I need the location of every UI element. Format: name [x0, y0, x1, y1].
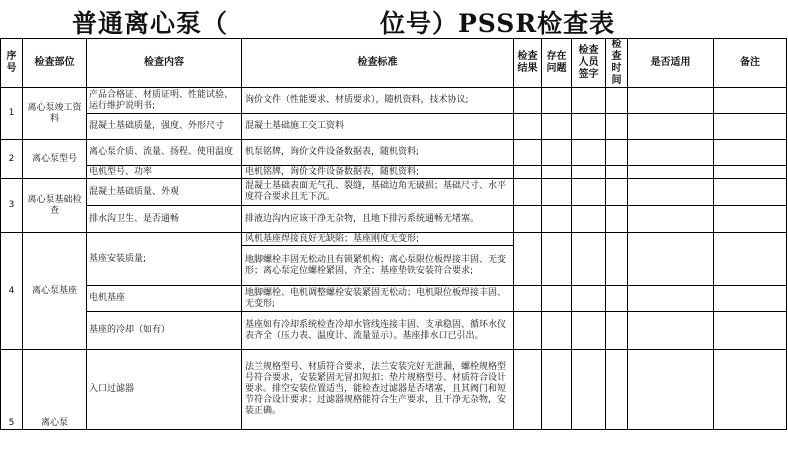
signer-cell[interactable] — [572, 312, 606, 350]
row-content: 混凝土基础质量、外观 — [87, 179, 242, 206]
time-cell[interactable] — [606, 312, 628, 350]
applicable-cell[interactable] — [628, 166, 714, 179]
row-content: 入口过滤器 — [87, 350, 242, 430]
issue-cell[interactable] — [542, 233, 572, 286]
pssr-checklist-table — [0, 38, 787, 430]
signer-cell[interactable] — [572, 233, 606, 286]
result-cell[interactable] — [514, 350, 542, 430]
remark-cell[interactable] — [714, 166, 787, 179]
page-title — [0, 0, 788, 38]
issue-cell[interactable] — [542, 206, 572, 233]
table-row — [1, 88, 787, 114]
issue-cell[interactable] — [542, 312, 572, 350]
remark-cell[interactable] — [714, 140, 787, 166]
remark-cell[interactable] — [714, 350, 787, 430]
title-right: 位号）PSSR检查表 — [380, 9, 616, 38]
result-cell[interactable] — [514, 312, 542, 350]
row-standard: 排液边沟内应该干净无杂物，且地下排污系统通畅无堵塞。 — [242, 206, 514, 233]
issue-cell[interactable] — [542, 350, 572, 430]
signer-cell[interactable] — [572, 206, 606, 233]
header-issue: 存在问题 — [542, 39, 572, 88]
row-standard: 机泵铭牌，询价文件设备数据表，随机资料; — [242, 140, 514, 166]
issue-cell[interactable] — [542, 166, 572, 179]
issue-cell[interactable] — [542, 179, 572, 206]
table-row — [1, 140, 787, 166]
signer-cell[interactable] — [572, 88, 606, 114]
row-standard: 混凝土基础表面无气孔、裂缝，基础边角无破损；基础尺寸、水平度符合要求且无下沉。 — [242, 179, 514, 206]
signer-cell[interactable] — [572, 286, 606, 312]
row-seq: 1 — [1, 88, 23, 140]
row-standard: 基座如有冷却系统检查冷却水管线连接丰固、支承稳固、循环水仪表齐全（压力表、温度计、流量显示）。基座排水口已引出。 — [242, 312, 514, 350]
result-cell[interactable] — [514, 206, 542, 233]
table-row — [1, 350, 787, 430]
applicable-cell[interactable] — [628, 140, 714, 166]
row-content: 混凝土基础质量，强度、外形尺寸 — [87, 114, 242, 140]
table-row — [1, 312, 787, 350]
header-part: 检查部位 — [23, 39, 87, 88]
remark-cell[interactable] — [714, 206, 787, 233]
result-cell[interactable] — [514, 140, 542, 166]
time-cell[interactable] — [606, 88, 628, 114]
row-standard: 地脚螺栓、电机调整螺栓安装紧固无松动；电机限位板焊接丰固、无变形; — [242, 286, 514, 312]
row-standard: 地脚螺栓丰固无松动且有锁紧机构；离心泵限位板焊接丰固、无变形；离心泵定位螺栓紧固、齐全；基座垫铁安装符合要求; — [242, 246, 514, 286]
header-time: 检查时间 — [606, 39, 628, 88]
row-part: 离心泵基础检查 — [23, 179, 87, 233]
result-cell[interactable] — [514, 286, 542, 312]
row-part: 离心泵竣工资料 — [23, 88, 87, 140]
time-cell[interactable] — [606, 166, 628, 179]
row-seq: 5 — [1, 350, 23, 430]
row-standard: 法兰规格型号、材质符合要求，法兰安装完好无泄漏，螺栓规格型号符合要求，安装紧固无冒扣短扣；垫片规格型号、材质符合设计要求。排空安装位置适当，能检查过滤器是否堵塞，且其阀门和短节符合设计要求；过滤器规格能符合生产要求，且干净无杂物，安装正确。 — [242, 350, 514, 430]
table-row — [1, 166, 787, 179]
signer-cell[interactable] — [572, 166, 606, 179]
issue-cell[interactable] — [542, 286, 572, 312]
time-cell[interactable] — [606, 350, 628, 430]
table-row — [1, 179, 787, 206]
applicable-cell[interactable] — [628, 233, 714, 286]
time-cell[interactable] — [606, 233, 628, 286]
signer-cell[interactable] — [572, 350, 606, 430]
header-result: 检查结果 — [514, 39, 542, 88]
header-applicable: 是否适用 — [628, 39, 714, 88]
applicable-cell[interactable] — [628, 114, 714, 140]
remark-cell[interactable] — [714, 286, 787, 312]
row-content: 基座的冷却（如有） — [87, 312, 242, 350]
row-content: 电机基座 — [87, 286, 242, 312]
header-content: 检查内容 — [87, 39, 242, 88]
remark-cell[interactable] — [714, 88, 787, 114]
table-row — [1, 233, 787, 246]
row-content: 产品合格证、材质证明、性能试验、运行维护说明书; — [87, 88, 242, 114]
applicable-cell[interactable] — [628, 206, 714, 233]
header-standard: 检查标准 — [242, 39, 514, 88]
header-signer: 检查人员签字 — [572, 39, 606, 88]
applicable-cell[interactable] — [628, 350, 714, 430]
remark-cell[interactable] — [714, 114, 787, 140]
result-cell[interactable] — [514, 233, 542, 286]
issue-cell[interactable] — [542, 140, 572, 166]
applicable-cell[interactable] — [628, 286, 714, 312]
issue-cell[interactable] — [542, 114, 572, 140]
time-cell[interactable] — [606, 206, 628, 233]
signer-cell[interactable] — [572, 114, 606, 140]
row-seq: 3 — [1, 179, 23, 233]
row-seq: 2 — [1, 140, 23, 179]
result-cell[interactable] — [514, 179, 542, 206]
row-standard: 风机基座焊接良好无缺陷；基座刚度无变形; — [242, 233, 514, 246]
row-part: 离心泵基座 — [23, 233, 87, 350]
table-row — [1, 286, 787, 312]
header-row — [1, 39, 787, 88]
applicable-cell[interactable] — [628, 312, 714, 350]
title-left: 普通离心泵（ — [72, 9, 229, 38]
row-part: 离心泵型号 — [23, 140, 87, 179]
result-cell[interactable] — [514, 166, 542, 179]
signer-cell[interactable] — [572, 140, 606, 166]
remark-cell[interactable] — [714, 312, 787, 350]
row-standard: 电机铭牌，询价文件设备数据表，随机资料; — [242, 166, 514, 179]
row-content: 离心泵介质、流量、扬程、使用温度 — [87, 140, 242, 166]
time-cell[interactable] — [606, 140, 628, 166]
time-cell[interactable] — [606, 179, 628, 206]
table-row — [1, 114, 787, 140]
row-seq: 4 — [1, 233, 23, 350]
row-standard: 询价文件（性能要求、材质要求），随机资料，技术协议; — [242, 88, 514, 114]
row-content: 排水沟卫生、是否通畅 — [87, 206, 242, 233]
header-remark: 备注 — [714, 39, 787, 88]
remark-cell[interactable] — [714, 233, 787, 286]
header-seq: 序号 — [1, 39, 23, 88]
applicable-cell[interactable] — [628, 179, 714, 206]
result-cell[interactable] — [514, 114, 542, 140]
row-part: 离心泵 — [23, 350, 87, 430]
issue-cell[interactable] — [542, 88, 572, 114]
time-cell[interactable] — [606, 114, 628, 140]
result-cell[interactable] — [514, 88, 542, 114]
table-row — [1, 206, 787, 233]
remark-cell[interactable] — [714, 179, 787, 206]
row-content: 电机型号、功率 — [87, 166, 242, 179]
row-standard: 混凝土基础施工交工资料 — [242, 114, 514, 140]
time-cell[interactable] — [606, 286, 628, 312]
applicable-cell[interactable] — [628, 88, 714, 114]
signer-cell[interactable] — [572, 179, 606, 206]
row-content: 基座安装质量; — [87, 233, 242, 286]
